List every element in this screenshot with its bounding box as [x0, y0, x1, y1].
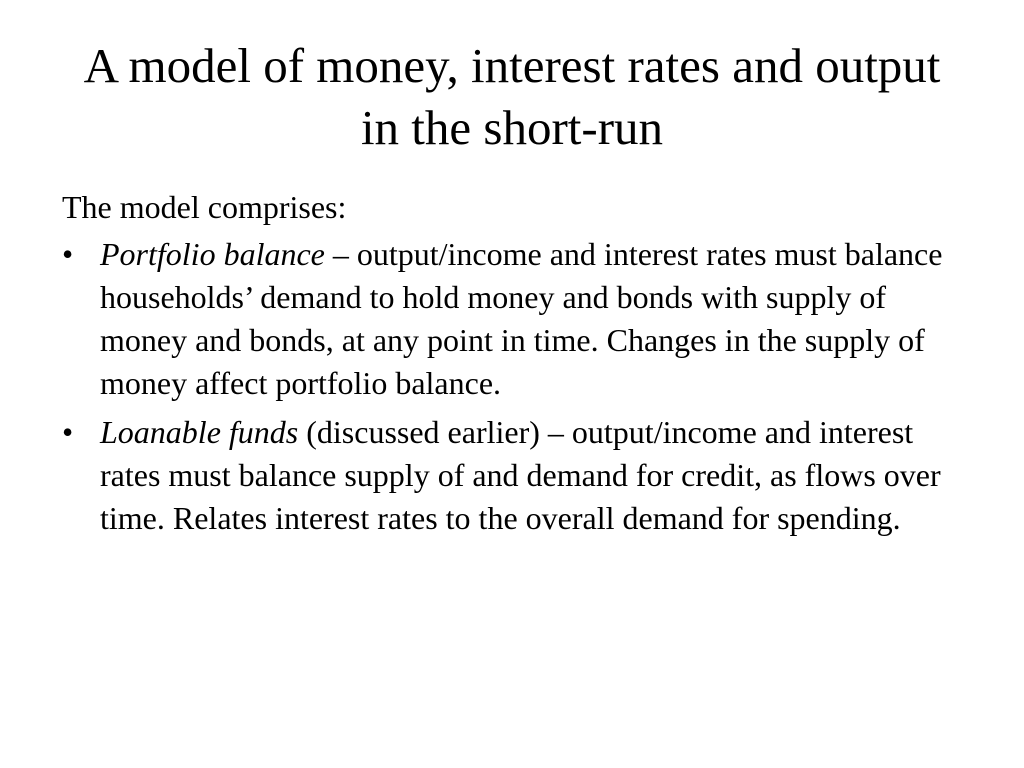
- intro-text: The model comprises:: [62, 189, 347, 225]
- bullet-list: [62, 233, 972, 540]
- bullet-item-loanable-funds: [62, 411, 972, 540]
- bullet-term: Portfolio balance: [100, 236, 325, 272]
- bullet-text: (discussed earlier) – output/income and interest rates must balance supply of and demand for credit, as flows over time. Relates interest rates to the overall demand for spending.: [100, 414, 941, 536]
- bullet-text: – output/income and interest rates must balance households’ demand to hold money and bonds with supply of money and bonds, at any point in time. Changes in the supply of money affect portfolio balance.: [100, 236, 943, 401]
- bullet-term: Loanable funds: [100, 414, 299, 450]
- bullet-icon: •: [62, 414, 74, 450]
- slide-title: A model of money, interest rates and output in the short-run: [83, 38, 941, 155]
- bullet-icon: •: [62, 236, 74, 272]
- slide-body: [62, 186, 972, 546]
- bullet-item-portfolio-balance: [62, 233, 972, 405]
